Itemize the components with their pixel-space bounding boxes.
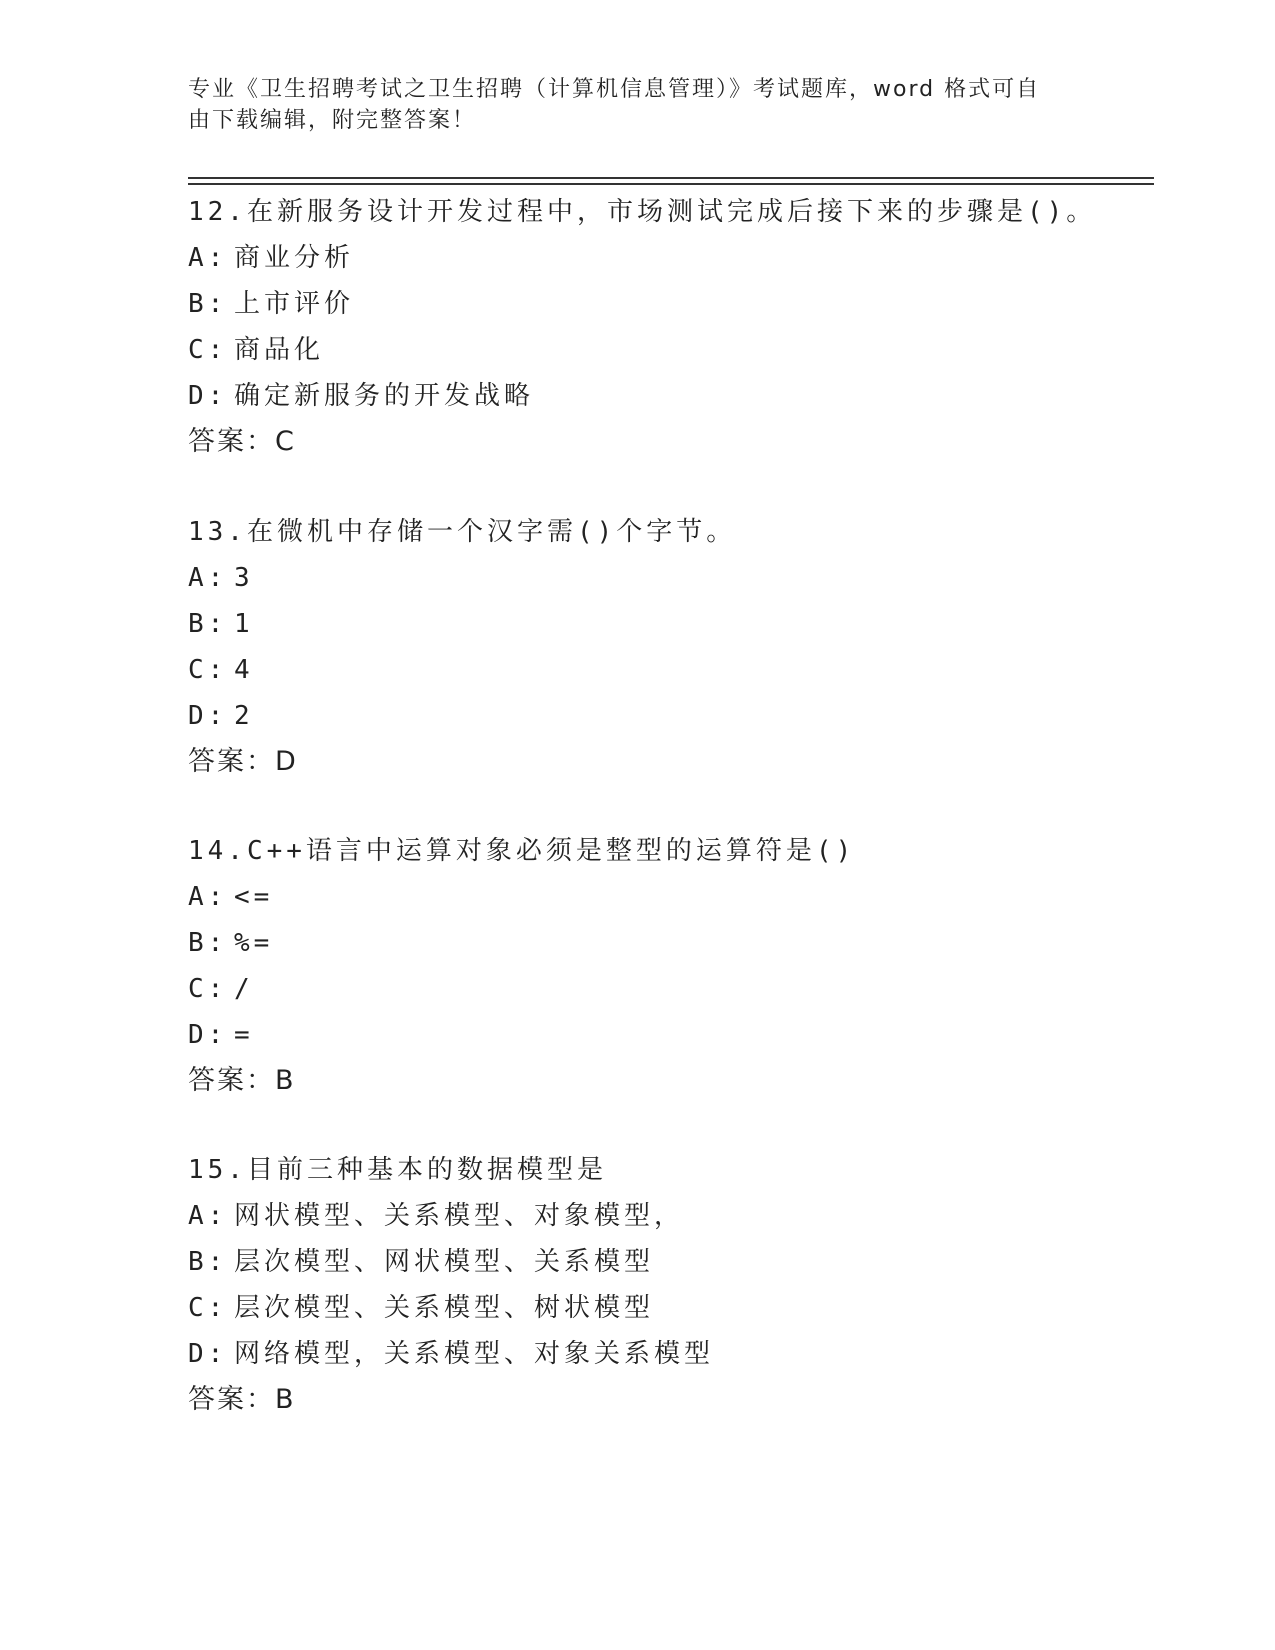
option-text: %=	[234, 928, 274, 958]
option-text: 层次模型、网状模型、关系模型	[234, 1247, 655, 1277]
option-b	[188, 920, 1148, 966]
question-stem: 12.在新服务设计开发过程中，市场测试完成后接下来的步骤是()。	[188, 197, 1097, 227]
option-d	[188, 693, 1148, 739]
option-key: C:	[188, 655, 228, 685]
document-header	[188, 74, 1068, 136]
answer-line: 答案：B	[188, 1065, 296, 1096]
option-key: B:	[188, 1247, 228, 1277]
option-key: D:	[188, 701, 228, 731]
option-key: C:	[188, 335, 228, 365]
question-14	[188, 828, 1148, 1104]
question-stem: 13.在微机中存储一个汉字需()个字节。	[188, 517, 737, 547]
option-text: 网状模型、关系模型、对象模型，	[234, 1201, 685, 1231]
option-b	[188, 1239, 1148, 1285]
question-stem: 14.C++语言中运算对象必须是整型的运算符是()	[188, 836, 856, 866]
option-text: 网络模型，关系模型、对象关系模型	[234, 1339, 715, 1369]
answer-line: 答案：C	[188, 426, 296, 457]
option-c	[188, 1285, 1148, 1331]
header-divider-bottom	[188, 183, 1154, 185]
option-key: C:	[188, 974, 228, 1004]
answer-line: 答案：B	[188, 1384, 296, 1415]
option-key: A:	[188, 1201, 228, 1231]
header-divider-top	[188, 177, 1154, 179]
header-line-1: 专业《卫生招聘考试之卫生招聘（计算机信息管理）》考试题库，word 格式可自	[188, 77, 1041, 102]
option-text: 4	[234, 655, 254, 685]
header-line-2: 由下载编辑，附完整答案！	[188, 108, 477, 133]
option-b	[188, 601, 1148, 647]
option-key: C:	[188, 1293, 228, 1323]
option-a	[188, 874, 1148, 920]
option-c	[188, 327, 1148, 373]
option-key: D:	[188, 381, 228, 411]
option-a	[188, 235, 1148, 281]
option-key: A:	[188, 563, 228, 593]
option-text: <=	[234, 882, 274, 912]
option-text: 商业分析	[234, 243, 355, 273]
option-text: 层次模型、关系模型、树状模型	[234, 1293, 655, 1323]
option-text: 1	[234, 609, 254, 639]
option-text: =	[234, 1020, 254, 1050]
option-d	[188, 373, 1148, 419]
question-13	[188, 509, 1148, 785]
option-text: 上市评价	[234, 289, 355, 319]
option-a	[188, 555, 1148, 601]
question-stem: 15.目前三种基本的数据模型是	[188, 1155, 607, 1185]
option-text: 商品化	[234, 335, 325, 365]
option-key: A:	[188, 243, 228, 273]
option-key: B:	[188, 289, 228, 319]
question-12	[188, 189, 1148, 465]
answer-line: 答案：D	[188, 746, 298, 777]
option-text: 确定新服务的开发战略	[234, 381, 535, 411]
option-d	[188, 1331, 1148, 1377]
option-text: /	[234, 974, 254, 1004]
option-key: D:	[188, 1339, 228, 1369]
option-c	[188, 647, 1148, 693]
option-key: B:	[188, 928, 228, 958]
option-text: 2	[234, 701, 254, 731]
option-d	[188, 1012, 1148, 1058]
option-a	[188, 1193, 1148, 1239]
option-c	[188, 966, 1148, 1012]
option-key: A:	[188, 882, 228, 912]
question-15	[188, 1147, 1148, 1423]
option-b	[188, 281, 1148, 327]
option-key: D:	[188, 1020, 228, 1050]
option-text: 3	[234, 563, 254, 593]
option-key: B:	[188, 609, 228, 639]
